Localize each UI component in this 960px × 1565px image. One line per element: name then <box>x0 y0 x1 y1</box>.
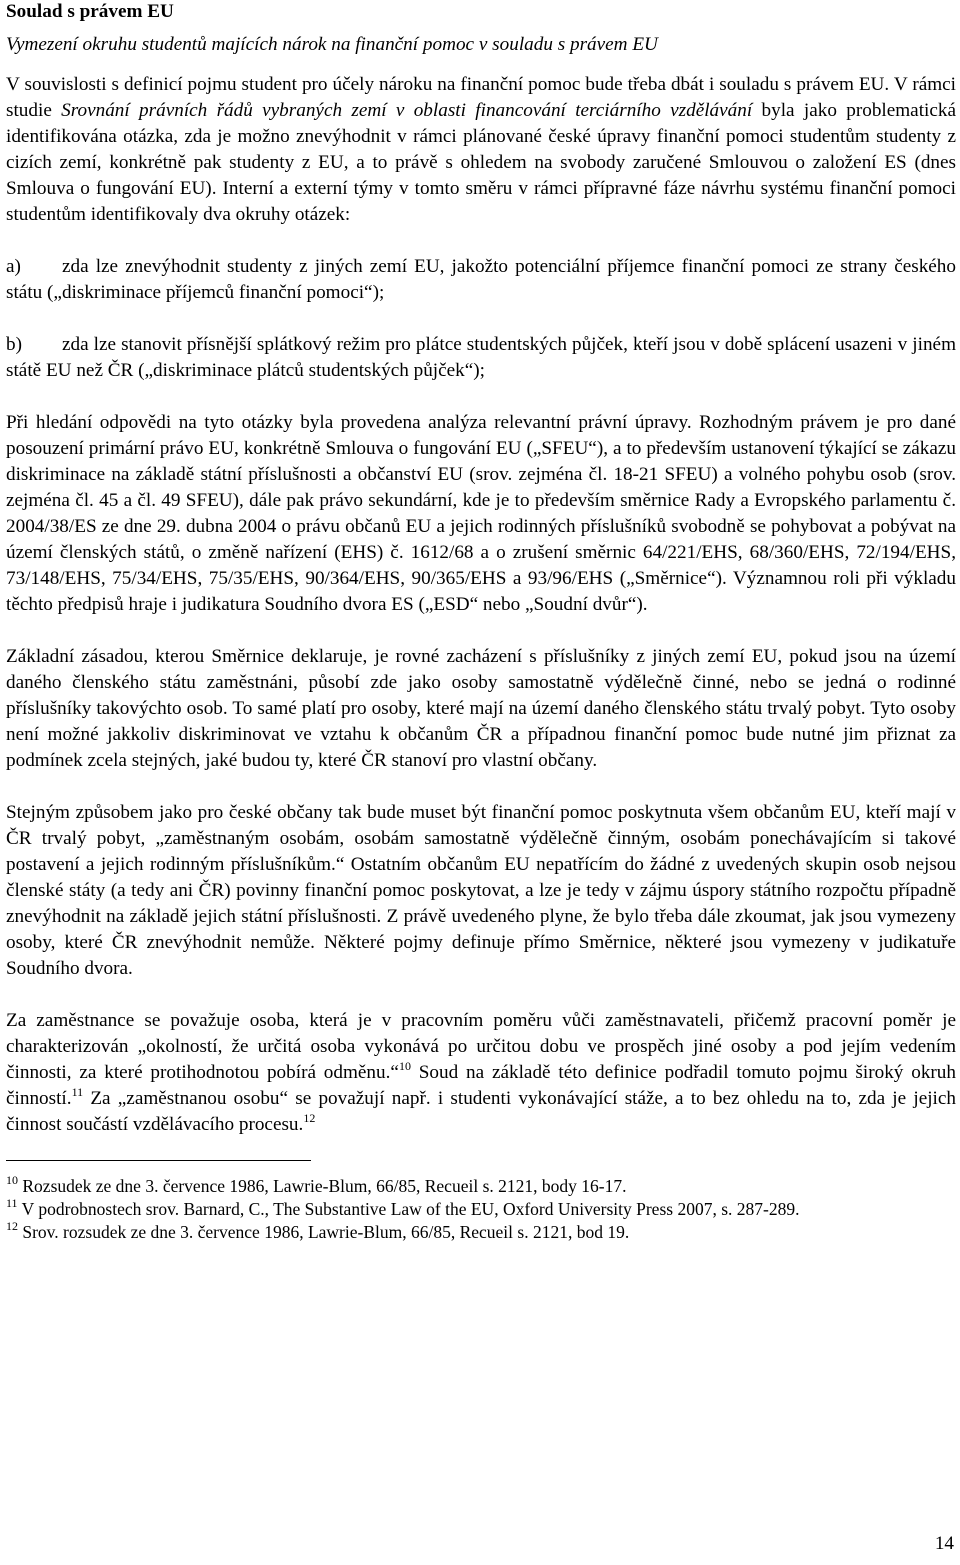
paragraph-1-text-b: byla jako problematická identifikována otázka, zda je možno znevýhodnit v rámci plánované české úpravy finanční pomoci studentům studenty z cizích zemí, konkrétně pak studenty z EU, a to právě s ohledem na svobody zaručené Smlouvou o založení ES (dnes Smlouva o fungování EU). Interní a externí týmy v tomto směru v rámci přípravné fáze návrhu systému finanční pomoci studentům identifikovaly dva okruhy otázek: <box>6 100 956 225</box>
footnotes <box>6 1175 956 1244</box>
footnote <box>6 1175 956 1198</box>
footnote-ref-12[interactable]: 12 <box>303 1111 316 1126</box>
footnote-divider <box>6 1160 311 1161</box>
paragraph-1 <box>6 72 956 228</box>
paragraph-4: Stejným způsobem jako pro české občany tak bude muset být finanční pomoc poskytnuta všem občanům EU, kteří mají v ČR trvalý pobyt, „zaměstnaným osobám, osobám samostatně výdělečně činným, osobám ponechávajícím si takové postavení a jejich rodinným příslušníkům.“ Ostatním občanům EU nepatřícím do žádné z uvedených skupin osob nejsou členské státy (a tedy ani ČR) povinny finanční pomoc poskytovat, a lze je tedy v zájmu úspory státního rozpočtu případně znevýhodnit na základě jejich státní příslušnosti. Z právě uvedeného plyne, že bylo třeba dále zkoumat, jak jsou vymezeny osoby, které ČR znevýhodnit nemůže. Některé pojmy definuje přímo Směrnice, některé jsou vymezeny v judikatuře Soudního dvora. <box>6 802 956 979</box>
document-page <box>6 0 956 1244</box>
footnote-number: 11 <box>6 1196 18 1211</box>
footnote-text: Rozsudek ze dne 3. července 1986, Lawrie-Blum, 66/85, Recueil s. 2121, body 16-17. <box>18 1176 627 1196</box>
list-item-text: zda lze znevýhodnit studenty z jiných zemí EU, jakožto potenciální příjemce finanční pomoci ze strany českého státu („diskriminace příjemců finanční pomoci“); <box>6 256 956 303</box>
footnote-number: 10 <box>6 1173 18 1188</box>
paragraph-5 <box>6 1008 956 1138</box>
list-marker: b) <box>6 334 22 355</box>
paragraph-5-text-c: Za „zaměstnanou osobu“ se považují např. i studenti vykonávající stáže, a to bez ohledu na to, zda je jejich činnost součástí vzdělávacího procesu. <box>6 1088 956 1135</box>
footnote <box>6 1198 956 1221</box>
section-subheading: Vymezení okruhu studentů majících nárok na finanční pomoc v souladu s právem EU <box>6 34 658 55</box>
page-number: 14 <box>934 1533 954 1554</box>
section-heading: Soulad s právem EU <box>6 1 174 22</box>
paragraph-3: Základní zásadou, kterou Směrnice deklaruje, je rovné zacházení s příslušníky z jiných zemí EU, pokud jsou na území daného členského státu zaměstnáni, působí zde jako osoby samostatně výdělečně činné, nebo se jedná o rodinné příslušníky takovýchto osob. To samé platí pro osoby, které mají na území daného členského státu trvalý pobyt. Tyto osoby není možné jakkoliv diskriminovat ve vztahu k občanům ČR a případnou finanční pomoc bude nutné jim přiznat za podmínek zcela stejných, jaké budou ty, které ČR stanoví pro vlastní občany. <box>6 646 956 771</box>
paragraph-2: Při hledání odpovědi na tyto otázky byla provedena analýza relevantní právní úpravy. Rozhodným právem je pro dané posouzení primární právo EU, konkrétně Smlouva o fungování EU („SFEU“), a to především ustanovení týkající se zákazu diskriminace na základě státní příslušnosti a občanství EU (srov. zejména čl. 18-21 SFEU) a volného pohybu osob (srov. zejména čl. 45 a čl. 49 SFEU), dále pak právo sekundární, kde je to především směrnice Rady a Evropského parlamentu č. 2004/38/ES ze dne 29. dubna 2004 o právu občanů EU a jejich rodinných příslušníků svobodně se pohybovat a pobývat na území členských států, o změně nařízení (EHS) č. 1612/68 a o zrušení směrnic 64/221/EHS, 68/360/EHS, 72/194/EHS, 73/148/EHS, 75/34/EHS, 75/35/EHS, 90/364/EHS, 90/365/EHS a 93/96/EHS („Směrnice“). Významnou roli při výkladu těchto předpisů hraje i judikatura Soudního dvora ES („ESD“ nebo „Soudní dvůr“). <box>6 412 956 615</box>
footnote-ref-11[interactable]: 11 <box>71 1085 84 1100</box>
paragraph-1-text-a: V souvislosti s definicí pojmu student pro účely nároku na finanční pomoc bude třeba dbát i souladu s právem EU. V rámci studie <box>6 74 956 121</box>
list-marker: a) <box>6 256 21 277</box>
footnote-text: Srov. rozsudek ze dne 3. července 1986, Lawrie-Blum, 66/85, Recueil s. 2121, bod 19. <box>18 1222 630 1242</box>
paragraph-5-text-a: Za zaměstnance se považuje osoba, která je v pracovním poměru vůči zaměstnavateli, přičemž pracovní poměr je charakterizován „okolností, že určitá osoba vykonává po určitou dobu ve prospěch jiné osoby a pod jejím vedením činnosti, za které protihodnotou pobírá odměnu.“ <box>6 1010 956 1083</box>
study-title: Srovnání právních řádů vybraných zemí v oblasti financování terciárního vzdělávání <box>61 100 753 121</box>
paragraph-5-text-b: Soud na základě této definice podřadil tomuto pojmu široký okruh činností. <box>6 1062 956 1109</box>
footnote-number: 12 <box>6 1219 18 1234</box>
list-item <box>6 254 956 306</box>
footnote-text: V podrobnostech srov. Barnard, C., The Substantive Law of the EU, Oxford University Press 2007, s. 287-289. <box>17 1199 800 1219</box>
footnote-ref-10[interactable]: 10 <box>398 1059 411 1074</box>
list-item <box>6 332 956 384</box>
list-item-text: zda lze stanovit přísnější splátkový režim pro plátce studentských půjček, kteří jsou v době splácení usazeni v jiném státě EU než ČR („diskriminace plátců studentských půjček“); <box>6 334 956 381</box>
footnote <box>6 1221 956 1244</box>
